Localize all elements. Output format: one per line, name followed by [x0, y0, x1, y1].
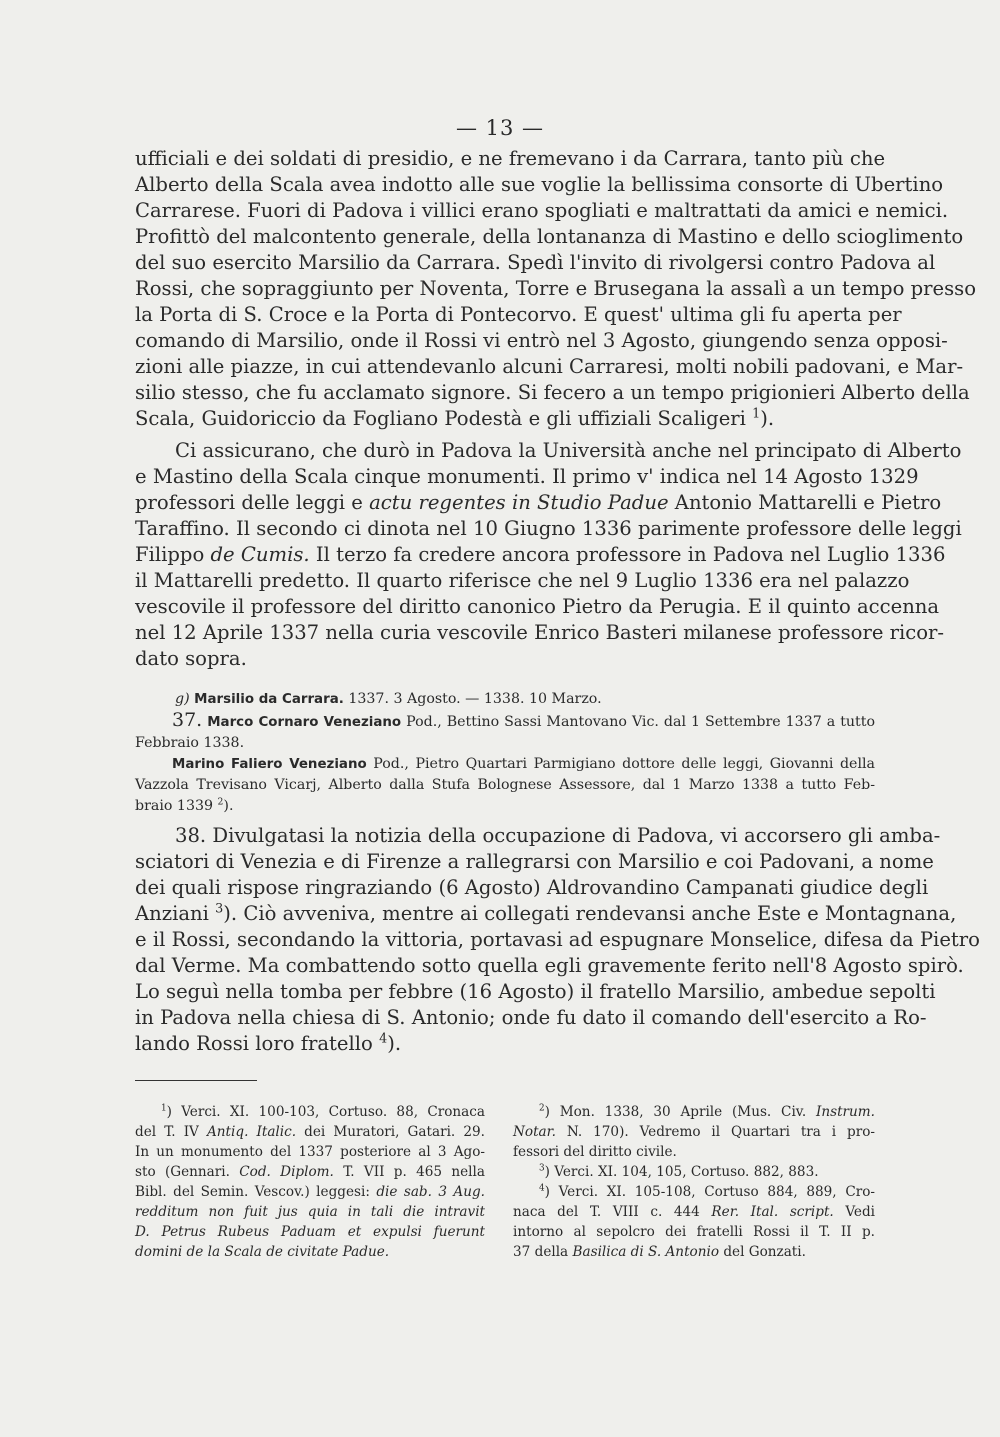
footnote-marker: 3 — [539, 1163, 545, 1174]
text-segment: naca del T. VIII c. 444 — [513, 1204, 712, 1220]
text-segment: ) Verci. XI. 100-103, Cortuso. 88, Cronaca — [166, 1104, 485, 1120]
text-segment: ). Ciò avveniva, mentre ai collegati rendevansi anche Este e Montagnana, — [223, 902, 957, 925]
text-segment: 1337. 3 Agosto. — 1338. 10 Marzo. — [343, 691, 602, 707]
footnotes-left-column — [135, 1102, 485, 1262]
paragraph-1 — [135, 146, 977, 432]
text-segment: professori delle leggi e — [135, 491, 370, 514]
footnote-ref: 3 — [215, 901, 224, 917]
footnote-line — [513, 1182, 875, 1202]
text-segment: ) Verci. XI. 105-108, Cortuso 884, 889, Cro- — [544, 1184, 875, 1200]
text-segment: 37 della — [513, 1244, 573, 1260]
text-segment: ). — [223, 798, 234, 814]
footnote-line — [513, 1162, 875, 1182]
text-segment: lando Rossi loro fratello — [135, 1032, 380, 1055]
text-line: Carrarese. Fuori di Padova i villici erano spogliati e maltrattati da amici e nemici. — [135, 199, 949, 222]
text-line: Profittò del malcontento generale, della lontananza di Mastino e dello scioglimento — [135, 225, 964, 248]
footnote-line — [135, 1242, 485, 1262]
text-line: Rossi, che sopraggiunto per Noventa, Torre e Brusegana la assalì a un tempo presso — [135, 277, 977, 300]
footnote-marker: 2 — [539, 1103, 545, 1114]
page-number: — 13 — — [455, 116, 545, 140]
paragraph-3 — [135, 823, 980, 1057]
text-line: in Padova nella chiesa di S. Antonio; onde fu dato il comando dell'esercito a Ro- — [135, 1006, 927, 1029]
footnote-ref: 1 — [752, 406, 761, 422]
italic-segment: domini de la Scala de civitate Padue. — [135, 1244, 390, 1260]
text-line: Alberto della Scala avea indotto alle sue voglie la bellissima consorte di Ubertino — [135, 173, 944, 196]
footnote-line — [513, 1122, 875, 1142]
text-segment: ). — [387, 1032, 402, 1055]
footnote-line: fessori del diritto civile. — [513, 1144, 677, 1160]
footnotes-right-column — [513, 1102, 875, 1262]
text-segment: N. 170). Vedremo il Quartari tra i pro- — [555, 1124, 875, 1140]
footnote-line — [513, 1102, 875, 1122]
text-line: silio stesso, che fu acclamato signore. Si fecero a un tempo prigionieri Alberto della — [135, 381, 970, 404]
text-line — [135, 542, 946, 568]
text-line: e Mastino della Scala cinque monumenti. Il primo v' indica nel 14 Agosto 1329 — [135, 465, 919, 488]
text-segment: sto (Gennari. — [135, 1164, 240, 1180]
text-line: comando di Marsilio, onde il Rossi vi entrò nel 3 Agosto, giungendo senza opposi- — [135, 329, 948, 352]
paragraph-2 — [135, 438, 962, 672]
italic-segment: Instrum. — [815, 1104, 875, 1120]
note-line — [135, 710, 875, 733]
text-segment: ) Mon. 1338, 30 Aprile (Mus. Civ. — [544, 1104, 816, 1120]
note-name: Marco Cornaro Veneziano — [207, 715, 402, 730]
footnote-line — [513, 1242, 875, 1262]
text-line: dal Verme. Ma combattendo sotto quella egli gravemente ferito nell'8 Agosto spirò. — [135, 954, 964, 977]
text-line: del suo esercito Marsilio da Carrara. Spedì l'invito di rivolgersi contro Padova al — [135, 251, 936, 274]
text-line: la Porta di S. Croce e la Porta di Pontecorvo. E quest' ultima gli fu aperta per — [135, 303, 902, 326]
text-line: dato sopra. — [135, 647, 247, 670]
text-segment: Pod., Pietro Quartari Parmigiano dottore delle leggi, Giovanni della — [366, 756, 875, 772]
text-segment: Scala, Guidoriccio da Fogliano Podestà e gli uffiziali Scaligeri — [135, 407, 746, 430]
text-segment: ). — [760, 407, 775, 430]
text-segment: dei Muratori, Gatari. 29. — [296, 1124, 485, 1140]
text-segment: Il terzo fa credere ancora professore in Padova nel Luglio 1336 — [309, 543, 946, 566]
footnote-line: In un monumento del 1337 posteriore al 3 Ago- — [135, 1144, 485, 1160]
note-label: g) — [175, 691, 190, 707]
footnote-marker: 4 — [539, 1183, 545, 1194]
italic-segment: D. Petrus Rubeus Paduam et expulsi fuerunt — [135, 1224, 485, 1240]
italic-segment: Cod. Diplom. — [239, 1164, 334, 1180]
text-line — [135, 406, 875, 432]
chronology-notes — [135, 689, 875, 817]
footnote-marker: 1 — [161, 1103, 167, 1114]
footnote-line — [135, 1122, 485, 1142]
note-number: 37. — [172, 709, 203, 731]
note-name: Marino Faliero Veneziano — [172, 757, 367, 772]
italic-segment: Antiq. Italic. — [206, 1124, 297, 1140]
footnote-line — [135, 1162, 485, 1182]
text-line: Taraffino. Il secondo ci dinota nel 10 Giugno 1336 parimente professore delle leggi — [135, 517, 962, 540]
text-segment: braio 1339 — [135, 798, 214, 814]
note-line — [135, 754, 875, 775]
italic-segment: redditum non fuit jus quia in tali die intravit — [135, 1204, 485, 1220]
text-line: Ci assicurano, che durò in Padova la Università anche nel principato di Alberto — [175, 439, 962, 462]
footnote-line — [135, 1182, 485, 1202]
italic-segment: actu regentes in Studio Padue — [369, 491, 669, 514]
note-line — [135, 796, 875, 817]
text-line: vescovile il professore del diritto canonico Pietro da Perugia. E il quinto accenna — [135, 595, 940, 618]
text-line: dei quali rispose ringraziando (6 Agosto) Aldrovandino Campanati giudice degli — [135, 876, 929, 899]
text-segment: del T. IV — [135, 1124, 207, 1140]
footnote-line — [135, 1102, 485, 1122]
footnote-line — [135, 1222, 485, 1242]
text-line: 38. Divulgatasi la notizia della occupazione di Padova, vi accorsero gli amba- — [175, 824, 941, 847]
note-line — [135, 689, 875, 710]
text-line: il Mattarelli predetto. Il quarto riferisce che nel 9 Luglio 1336 era nel palazzo — [135, 569, 910, 592]
text-segment: del Gonzati. — [719, 1244, 806, 1260]
text-line: nel 12 Aprile 1337 nella curia vescovile Enrico Basteri milanese professore ricor- — [135, 621, 945, 644]
footnote-line — [135, 1202, 485, 1222]
italic-segment: die sab. 3 Aug. — [376, 1184, 486, 1200]
italic-segment: de Cumis. — [210, 543, 310, 566]
text-line — [135, 901, 957, 927]
note-line: Febbraio 1338. — [135, 735, 245, 751]
text-line: ufficiali e dei soldati di presidio, e ne fremevano i da Carrara, tanto più che — [135, 147, 886, 170]
italic-segment: Notar. — [513, 1124, 556, 1140]
text-segment: Bibl. del Semin. Vescov.) leggesi: — [135, 1184, 377, 1200]
text-segment: ) Verci. XI. 104, 105, Cortuso. 882, 883. — [544, 1164, 819, 1180]
text-line: zioni alle piazze, in cui attendevanlo alcuni Carraresi, molti nobili padovani, e Mar- — [135, 355, 964, 378]
footnote-line — [513, 1202, 875, 1222]
text-segment: Vedi — [833, 1204, 876, 1220]
text-segment: Anziani — [135, 902, 216, 925]
text-line: Lo seguì nella tomba per febbre (16 Agosto) il fratello Marsilio, ambedue sepolti — [135, 980, 936, 1003]
footnote-ref: 2 — [217, 796, 224, 808]
note-name: Marsilio da Carrara. — [194, 692, 344, 707]
text-line: e il Rossi, secondando la vittoria, portavasi ad espugnare Monselice, difesa da Pietro — [135, 928, 980, 951]
text-line — [135, 490, 942, 516]
text-line — [135, 1031, 875, 1057]
footnote-ref: 4 — [379, 1031, 388, 1047]
text-segment: Filippo — [135, 543, 211, 566]
text-segment: Antonio Mattarelli e Pietro — [668, 491, 942, 514]
text-line: sciatori di Venezia e di Firenze a rallegrarsi con Marsilio e coi Padovani, a nome — [135, 850, 934, 873]
italic-segment: Rer. Ital. script. — [711, 1204, 834, 1220]
note-line: Vazzola Trevisano Vicarj, Alberto dalla Stufa Bolognese Assessore, dal 1 Marzo 1338 a tutto Feb- — [135, 777, 875, 793]
footnote-divider — [135, 1080, 257, 1081]
text-segment: T. VII p. 465 nella — [333, 1164, 485, 1180]
footnote-line: intorno al sepolcro dei fratelli Rossi il T. II p. — [513, 1224, 875, 1240]
italic-segment: Basilica di S. Antonio — [572, 1244, 719, 1260]
text-segment: Pod., Bettino Sassi Mantovano Vic. dal 1 Settembre 1337 a tutto — [401, 714, 875, 730]
